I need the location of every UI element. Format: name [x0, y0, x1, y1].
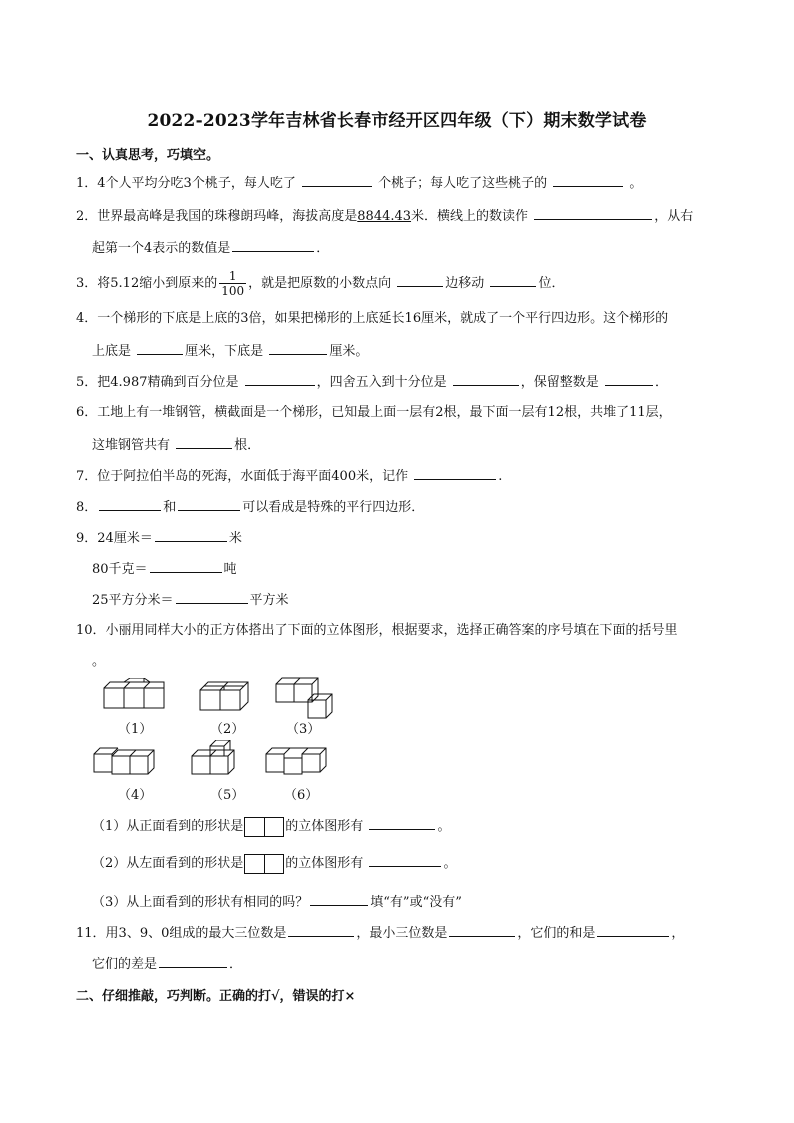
question-10-cont [92, 652, 105, 672]
question-9-line2 [92, 558, 237, 580]
q10-sub2-text-a: （2）从左面看到的形状是 [92, 856, 244, 871]
section-1-heading: 一、认真思考，巧填空。 [76, 148, 220, 163]
figure-label: （5） [210, 788, 245, 803]
q9-text-e: 25平方分米＝ [92, 593, 174, 608]
answer-blank[interactable] [155, 527, 227, 542]
q10-sub1-text-b: 的立体图形有 [285, 819, 364, 834]
answer-blank[interactable] [369, 815, 435, 830]
answer-blank[interactable] [159, 953, 227, 968]
q3-text-c: 边移动 [445, 276, 485, 291]
question-10 [76, 621, 678, 641]
q9-text-c: 80千克＝ [92, 562, 148, 577]
q9-text-b: 米 [228, 531, 242, 546]
answer-blank[interactable] [150, 558, 222, 573]
answer-blank[interactable] [597, 922, 669, 937]
q10-text-a: 10．小丽用同样大小的正方体搭出了下面的立体图形，根据要求，选择正确答案的序号填在下面的括号里 [76, 623, 678, 638]
q10-sub2-text-b: 的立体图形有 [285, 856, 364, 871]
q3-text-d: 位． [538, 276, 565, 291]
fraction-denominator: 100 [221, 284, 245, 298]
question-10-sub2 [92, 852, 456, 875]
q11-text-b: ，最小三位数是 [356, 926, 448, 941]
answer-blank[interactable] [553, 172, 623, 187]
two-square-view-icon [244, 817, 284, 837]
answer-blank[interactable] [369, 852, 441, 867]
answer-blank[interactable] [176, 589, 248, 604]
answer-blank[interactable] [269, 340, 327, 355]
question-5 [76, 371, 668, 393]
answer-blank[interactable] [288, 922, 354, 937]
question-10-sub1 [92, 815, 450, 838]
answer-blank[interactable] [453, 371, 519, 386]
figure-4-cubes [90, 744, 156, 778]
answer-blank[interactable] [245, 371, 315, 386]
q2-text-e: ． [316, 241, 330, 256]
question-2-cont [92, 237, 329, 259]
exam-title: 2022-2023学年吉林省长春市经开区四年级（下）期末数学试卷 [147, 111, 647, 131]
q11-text-f: ． [229, 957, 243, 972]
q7-text-b: . [498, 469, 503, 484]
question-4-cont [92, 340, 368, 362]
q10-text-b: 。 [92, 654, 106, 669]
q10-sub3-text-b: 填“有”或“没有” [370, 895, 462, 910]
fraction [219, 269, 246, 298]
question-6-cont [92, 434, 260, 456]
fraction-numerator: 1 [219, 269, 246, 284]
answer-blank[interactable] [449, 922, 515, 937]
q5-text-c: ，保留整数是 [520, 375, 599, 390]
answer-blank[interactable] [397, 272, 443, 287]
q3-text-a: 3．将5.12缩小到原来的 [76, 276, 218, 291]
question-9 [76, 527, 242, 549]
everest-height: 8844.43 [357, 209, 412, 224]
q9-text-f: 平方米 [249, 593, 289, 608]
q6-text-b: 这堆钢管共有 [92, 438, 171, 453]
question-4 [76, 309, 668, 329]
question-10-sub3 [92, 891, 462, 913]
question-8 [76, 496, 424, 518]
q2-text-d: 起第一个4表示的数值是 [92, 241, 231, 256]
answer-blank[interactable] [605, 371, 653, 386]
two-square-view-icon [244, 854, 284, 874]
figure-label: （4） [118, 788, 153, 803]
figure-label: （2） [210, 722, 245, 737]
q5-text-b: ，四舍五入到十分位是 [316, 375, 447, 390]
answer-blank[interactable] [310, 891, 368, 906]
q1-text-b: 个桃子；每人吃了这些桃子的 [378, 176, 548, 191]
answer-blank[interactable] [302, 172, 372, 187]
q11-text-a: 11．用3、9、0组成的最大三位数是 [76, 926, 287, 941]
question-7 [76, 465, 502, 487]
q11-text-e: 它们的差是 [92, 957, 158, 972]
q5-text-a: 5．把4.987精确到百分位是 [76, 375, 239, 390]
question-6 [76, 403, 672, 423]
answer-blank[interactable] [490, 272, 536, 287]
q11-text-d: ， [671, 926, 685, 941]
answer-blank[interactable] [232, 237, 314, 252]
question-1 [76, 172, 642, 194]
answer-blank[interactable] [137, 340, 183, 355]
q2-text-b: 米．横线上的数读作 [411, 209, 529, 224]
q5-text-d: ． [654, 375, 668, 390]
q4-text-c: 厘米，下底是 [185, 344, 264, 359]
q9-text-a: 9．24厘米＝ [76, 531, 153, 546]
figure-6-cubes [262, 744, 328, 778]
answer-blank[interactable] [99, 496, 161, 511]
q11-text-c: ，它们的和是 [517, 926, 596, 941]
question-9-line3 [92, 589, 289, 611]
q8-text-b: 和 [163, 500, 177, 515]
figure-label: （3） [286, 722, 321, 737]
q2-text-a: 2．世界最高峰是我国的珠穆朗玛峰，海拔高度是 [76, 209, 358, 224]
question-11 [76, 922, 684, 944]
q3-text-b: ，就是把原数的小数点向 [248, 276, 392, 291]
q1-text-a: 1．4个人平均分吃3个桃子，每人吃了 [76, 176, 296, 191]
answer-blank[interactable] [414, 465, 496, 480]
question-3 [76, 268, 564, 300]
q4-text-b: 上底是 [92, 344, 132, 359]
q9-text-d: 吨 [223, 562, 237, 577]
figure-3-cubes [272, 676, 336, 722]
answer-blank[interactable] [178, 496, 240, 511]
q1-text-c: 。 [629, 176, 643, 191]
question-11-cont [92, 953, 242, 975]
answer-blank[interactable] [534, 205, 652, 220]
q6-text-c: 根． [234, 438, 261, 453]
q4-text-a: 4．一个梯形的下底是上底的3倍，如果把梯形的上底延长16厘米，就成了一个平行四边形。这个梯形的 [76, 311, 669, 326]
q10-sub1-text-c: 。 [437, 819, 451, 834]
q8-text-c: 可以看成是特殊的平行四边形． [242, 500, 425, 515]
answer-blank[interactable] [176, 434, 232, 449]
figure-5-cubes [188, 740, 240, 778]
section-2-heading: 二、仔细推敲，巧判断。正确的打√，错误的打× [76, 989, 356, 1004]
q7-text-a: 7．位于阿拉伯半岛的死海，水面低于海平面400米，记作 [76, 469, 409, 484]
figure-label: （6） [284, 788, 319, 803]
q6-text-a: 6．工地上有一堆钢管，横截面是一个梯形，已知最上面一层有2根，最下面一层有12根，共堆了11层， [76, 405, 672, 420]
q2-text-c: ，从右 [654, 209, 694, 224]
q10-sub3-text-a: （3）从上面看到的形状有相同的吗？ [92, 895, 309, 910]
q10-sub1-text-a: （1）从正面看到的形状是 [92, 819, 244, 834]
q4-text-d: 厘米。 [329, 344, 369, 359]
figure-1-cubes [100, 678, 168, 712]
figure-label: （1） [118, 722, 153, 737]
figure-2-cubes [196, 680, 252, 712]
q8-text-a: 8． [76, 500, 98, 515]
question-2 [76, 205, 693, 227]
q10-sub2-text-c: 。 [443, 856, 457, 871]
